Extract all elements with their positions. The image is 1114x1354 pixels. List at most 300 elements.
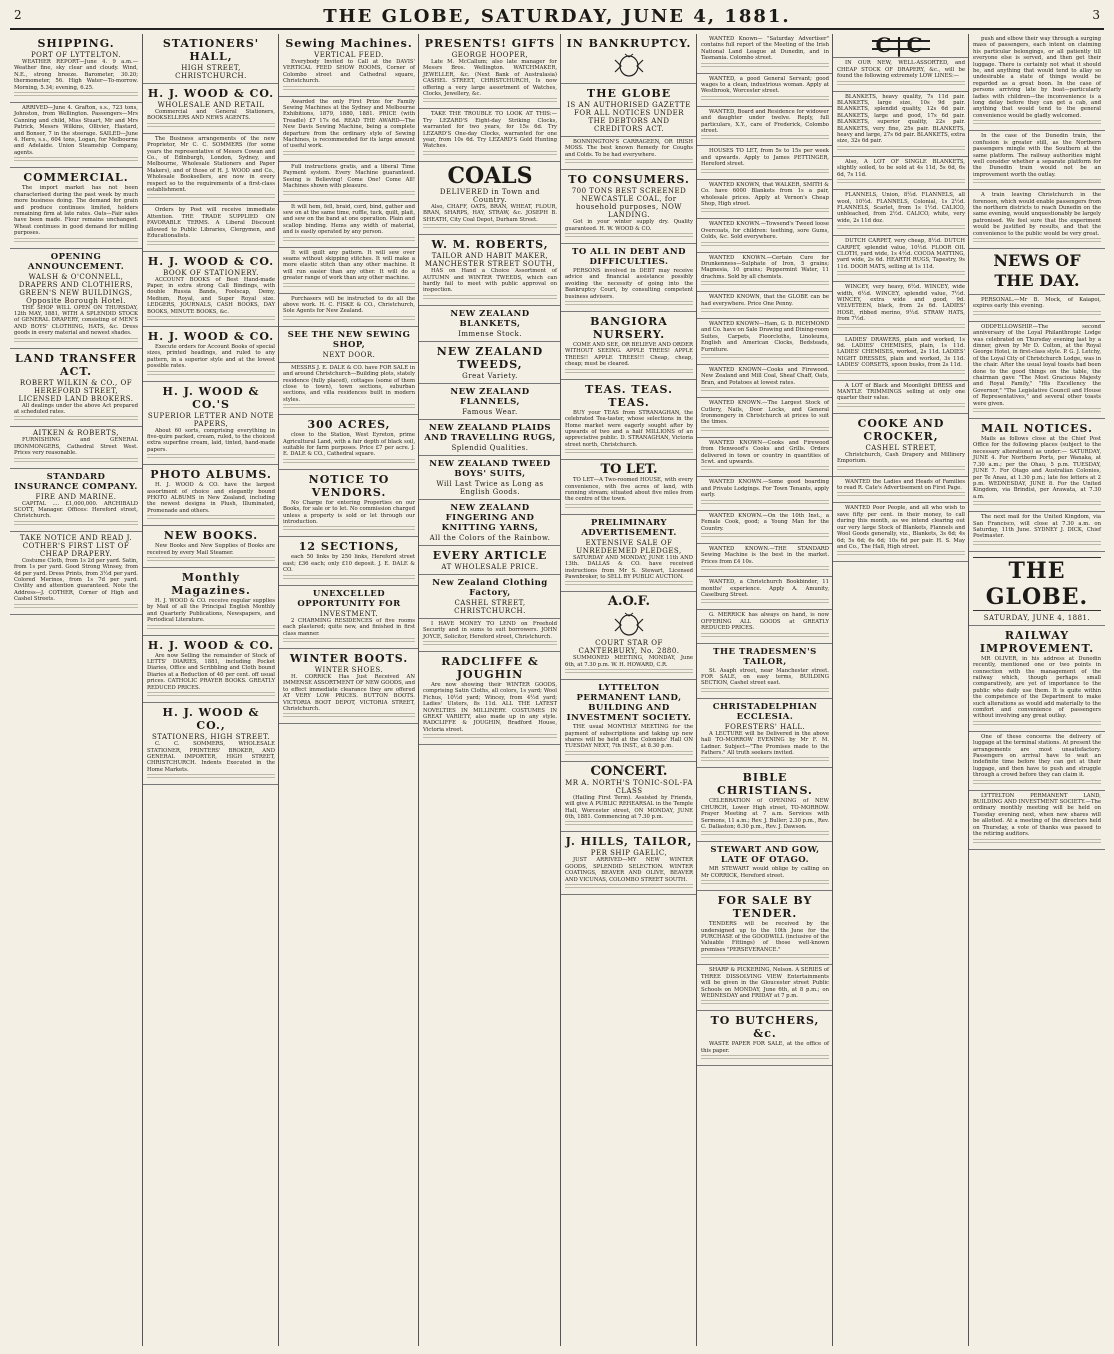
column-3-item-1 [279,34,419,97]
column-6-item-4 [697,146,833,179]
column-4-item-9 [419,456,561,500]
ad-heading: THE TRADESMEN'S TAILOR, [713,646,817,667]
ad-heading: STANDARD INSURANCE COMPANY. [14,471,138,492]
ad-body-text: TENDERS will be received by the undersigned up to the 10th June for the PURCHASE of the GOODWILL (inclusive of the Valuable Fittings) of those well-known premises "PERSEVERANCE." [701,921,829,953]
column-2-item-3 [143,134,279,206]
text-lines-decoration [14,92,138,98]
column-6-item-17 [697,610,833,643]
ad-body-text: Everybody Invited to Call at the DAVIS' VERTICAL FEED SHOW ROOMS, Corner of Colombo street and Cathedral square, Christchurch. [283,59,415,85]
text-lines-decoration [565,233,693,239]
ad-body-text: H. CORRICK Has Just Received AN IMMENSE ASSORTMENT OF NEW GOODS, and to effect immediate clearance they are offered AT VERY LOW PRICES. BUTTON BOOTS. VICTORIA BOOT DEPOT, VICTORIA STREET, Christchurch. [283,673,415,712]
ad-subheading: INVESTMENT. [319,609,379,618]
column-4 [418,34,561,1346]
page-number-right: 3 [1092,8,1100,22]
ad-body-text: No Charge for entering Properties on our Books, for sale or to let. No commission charged unless a property is sold or let through our introduction. [283,499,415,526]
column-5-item-9 [561,515,697,593]
column-6-item-11 [697,398,833,438]
column-2-item-11 [143,636,279,703]
column-6-item-6 [697,219,833,252]
ad-heading: NEW ZEALAND FINGERING AND KNITTING YARNS, [441,502,539,533]
text-lines-decoration [701,757,829,763]
column-6-item-20 [697,768,833,842]
column-3-item-11 [279,537,419,585]
ad-subheading: HIGH STREET, CHRISTCHURCH. [175,64,247,80]
column-5-item-7 [561,380,697,460]
column-4-item-6 [419,342,561,384]
text-lines-decoration [283,283,415,289]
column-2-item-2 [143,84,279,134]
column-6-item-1 [697,34,833,74]
ad-heading: New Zealand Clothing Factory, [432,577,548,598]
column-1-item-7 [10,469,142,532]
ad-body-text: SHARP & PICKERING, Nelson. A SERIES of THREE DISSOLVING VIEW Entertainments will be given in the Gloucester street Public Schools on MONDAY, June 6th, at 8 p.m.; on WEDNESDAY and FRIDAY at 7 p.m. [701,967,829,999]
ad-body-text: push and elbow their way through a surging mass of passengers, each intent on claiming his particular belongings, or all patiently till everyone else is served, and then get their luggage. There is certainly not what it should be, and anything that would tend to allay so undesirable a state of things would be regarded as a great boon. In the case of persons arriving late by boat—particularly ladies with children—the inconvenience is a long delay before they can get a cab, and anything that would tend to the general convenience would be gladly welcomed. [973,36,1101,119]
column-8-item-7 [969,419,1105,512]
column-2-item-5 [143,252,279,327]
ad-subheading: BOOK OF STATIONERY. [163,268,259,277]
ad-heading: RAILWAY IMPROVEMENT. [979,628,1095,655]
text-lines-decoration [423,224,557,230]
column-1 [10,34,142,1346]
ad-body-text: C. C. SOMMERS, WHOLESALE STATIONER, PRINTERS' BROKER, AND GENERAL IMPORTER, HIGH STREET, CHRISTCHURCH. Indents Executed in the Home Markets. [147,741,275,773]
column-5-item-13 [561,832,697,895]
text-lines-decoration [701,354,829,360]
ad-body-text: MR OLIVER, in his address at Dunedin recently, mentioned one or two points in connection with the management of the railway which, though perhaps small comparatively, are yet of importance to the public who daily use them. It is quite within the competence of the Department to make such alterations as would add materially to the comfort and convenience of passengers without involving any great outlay. [973,655,1101,720]
column-2-item-12 [143,703,279,785]
text-lines-decoration [837,81,965,87]
cc-mark: C|C [872,40,929,50]
column-6-item-7 [697,253,833,293]
column-5-item-6 [561,312,697,380]
text-lines-decoration [565,821,693,827]
text-lines-decoration [701,566,829,572]
text-lines-decoration [147,454,275,460]
ad-subheading: Famous Wear. [462,407,518,416]
column-5-item-12 [561,762,697,833]
ad-body-text: CAPITAL .... £1,000,000. ARCHIBALD SCOTT, Manager. Offices: Hereford street, Christchurch. [14,500,138,520]
ad-subheading: WINTER SHOES. [314,665,384,674]
ad-heading: NEW ZEALAND PLAIDS AND TRAVELLING RUGS, [424,422,556,443]
column-6-item-24 [697,1011,833,1066]
ad-subheading: NEXT DOOR. [322,350,376,359]
ad-heading: CHRISTADELPHIAN ECCLESIA. [712,701,818,722]
ad-body-text: Full instructions gratis, and a liberal Time Payment system. Every Machine guaranteed. Seeing is Believing! Come One! Come All! Machines shown with pleasure. [283,163,415,190]
column-4-item-13 [419,619,561,652]
column-4-item-2 [419,109,561,161]
ad-body-text: Are now showing their WINTER GOODS, comprising Satin Cloths, all colors, 1s yard; Wool Fichus, 10½d yard; Wincey, from 4½d yard; Ladies' Ulsters, 8s 11d. ALL THE LATEST NOVELTIES IN MILLINERY. COSTUMES IN GREAT VARIETY, also made up in any style. RADCLIFFE & JOUGHIN, Bradford House, Victoria street. [423,681,557,733]
ad-body-text: LYTTELTON PERMANENT LAND, BUILDING AND INVESTMENT SOCIETY.—The ordinary monthly meeting will be held on Tuesday evening next, when new shares will be allotted. At a meeting of the directors held on Thursday, a vote of thanks was passed to the retiring auditors. [973,792,1101,838]
text-lines-decoration [701,63,829,69]
text-lines-decoration [14,521,138,527]
ad-body-text: Christchurch, Cash Drapery and Millinery Emporium. [837,451,965,465]
column-3-item-7 [279,327,419,363]
ad-body-text: Purchasers will be instructed to do all the above work. H. C. FISKE & CO., Christchurch, Sole Agents for New Zealand. [283,295,415,315]
ad-body-text: close to the Station, West Eyreton, prime Agricultural Land, with a fair depth of black soil, suitable for farm purposes. Price £7 per acre. J. E. DALE & CO., Cathedral square. [283,432,415,458]
text-lines-decoration [701,208,829,214]
ad-subheading: Immense Stock. [458,329,522,338]
column-4-item-11 [419,546,561,575]
ad-body-text: ARRIVED—June 4. Grafton, s.s., 723 tons, Johnston, from Wellington. Passengers—Mrs Canning and child, Miss Stuart, Mr and Mrs Patrick, Messrs Wilkins, Ollivier, Hastard, and Bonser, 7 in the steerage. SAILED—June 4. Hero, s.s., 604 tons, Logan, for Melbourne and Adelaide. Union Steamship Company, agents. [14,105,138,156]
ad-heading: OPENING ANNOUNCEMENT. [27,251,125,272]
ad-body-text: Also, CHAFF, OATS, BRAN, WHEAT, FLOUR, BRAN, SHARPS, HAY, STRAW, &c. JOSEPH B. SHEATH, City Coal Depot, Durham Street. [423,203,557,223]
text-lines-decoration [973,311,1101,317]
text-lines-decoration [423,98,557,104]
ad-subheading: EXTENSIVE SALE OF UNREDEEMED PLEDGES, [576,538,682,555]
column-4-item-3 [419,162,561,235]
ad-body-text: IN OUR NEW, WELL-ASSORTED, and CHEAP STOCK OF DRAPERY, &c., will be found the following extremely LOW LINES:— [837,60,965,80]
text-lines-decoration [701,533,829,539]
column-5-item-11 [561,680,697,762]
column-6 [696,34,833,1346]
ad-body-text: MR STEWART would oblige by calling on Mr CORRICK, Hereford street. [701,866,829,879]
ad-heading: PHOTO ALBUMS. [150,468,272,482]
text-lines-decoration [701,500,829,506]
ad-body-text: LADIES' DRAWERS, plain and worked, 1s 9d. LADIES' CHEMISES, plain, 1s 11d. LADIES' CHEMISES, worked, 2s 11d. LADIES' NIGHT DRESSES, plain and worked, 3s 11d. LADIES' CORSETS, spoon busks, from 2s 11d. [837,336,965,369]
column-4-item-8 [419,420,561,456]
ad-body-text: H. J. WOOD & CO. receive regular supplies by Mail of all the Principal English Monthly and Quarterly Publications, Newspapers, and Periodical Literature. [147,598,275,624]
column-5 [560,34,697,1346]
ad-heading: 12 SECTIONS, [298,540,400,554]
ad-body-text: HAS on Hand a Choice Assortment of AUTUMN and WINTER TWEEDS, which can hardly fail to meet with public approval on inspection. [423,268,557,294]
ad-heading: H. J. WOOD & CO. [147,638,275,652]
ad-heading: 300 ACRES, [307,418,391,432]
column-7-item-7 [833,282,969,334]
ad-heading: A.O.F. [607,594,651,610]
text-lines-decoration [837,271,965,277]
column-7-item-3 [833,92,969,157]
ad-heading: H. J. WOOD & CO., [162,706,260,733]
ad-body-text: A LECTURE will be Delivered in the above hall TO-MORROW EVENING by Mr F. M. Ladner. Subject—"The Promises made to the Fathers." All truth seekers invited. [701,730,829,756]
column-4-item-14 [419,652,561,745]
text-lines-decoration [283,526,415,532]
text-lines-decoration [701,880,829,886]
cc-trademark [837,34,965,57]
text-lines-decoration [837,324,965,330]
text-lines-decoration [973,408,1101,414]
text-lines-decoration [565,669,693,675]
column-3-item-5 [279,248,419,294]
text-lines-decoration [565,449,693,455]
ad-heading: NOTICE TO VENDORS. [308,472,390,499]
ad-body-text: HOUSES TO LET, from 5s to 15s per week and upwards. Apply to James PETTINGER, Hereford street. [701,148,829,168]
column-4-item-5 [419,306,561,342]
column-7-item-11 [833,477,969,504]
ad-heading: TO LET. [600,462,658,478]
ad-body-text: WANTED KNOWN.—Certain Cure for Drunkenness—Sulphate of Iron, 5 grains; Magnesia, 10 grains; Peppermint Water, 11 drachms. Sold by all chemists. [701,254,829,280]
ad-body-text: WANTED KNOWN.—On the 10th Inst., a Female Cook, good; a Young Man for the Country. [701,512,829,532]
text-lines-decoration [565,581,693,587]
text-lines-decoration [701,169,829,175]
ad-body-text: BUY your TEAS from STRANAGHAN, the celebrated Tea-taster, whose selections in the Home market were eagerly sought after by upwards of two and a half MILLIONS of an appreciative public. D. STRANAGHAN, Victoria street north, Christchurch. [565,409,693,448]
ad-heading: NEW ZEALAND FLANNELS, [450,386,530,407]
column-7 [832,34,969,1346]
column-2-item-6 [143,327,279,382]
column-4-item-12 [419,575,561,619]
column-6-item-10 [697,365,833,398]
column-1-item-1 [10,34,142,103]
column-8-item-4 [969,249,1105,295]
ad-subheading: TAKE NOTICE AND READ J. COTHER'S FIRST LIST OF CHEAP DRAPERY. [19,533,133,558]
column-6-item-15 [697,544,833,577]
ad-heading: NEW ZEALAND TWEEDS, [436,344,544,371]
text-lines-decoration [701,427,829,433]
text-lines-decoration [14,416,138,422]
text-lines-decoration [701,633,829,639]
text-lines-decoration [837,403,965,409]
text-lines-decoration [283,713,415,719]
ad-heading: NEW ZEALAND BLANKETS, [450,308,530,329]
page-number-left: 2 [14,8,22,22]
masthead [10,6,1104,30]
text-lines-decoration [973,179,1101,185]
text-lines-decoration [701,1055,829,1061]
ad-body-text: Commercial and General Stationers, BOOKSELLERS AND NEWS AGENTS. [147,109,275,122]
column-4-item-10 [419,500,561,546]
ad-heading: SEE THE NEW SEWING SHOP, [287,329,411,350]
column-7-item-2 [833,58,969,91]
ad-body-text: BLANKETS, heavy quality, 7s 11d pair. BLANKETS, large size, 10s 9d pair. BLANKETS, splendid quality, 12s 6d pair. BLANKETS, large and good, 17s 6d pair. BLANKETS, superior quality, 22s pair. BLANKETS, very fine, 25s pair. BLANKETS, heavy and large, 27s 6d pair. BLANKETS, extra size, 32s 6d pair. [837,93,965,145]
column-7-item-1 [833,34,969,58]
text-lines-decoration [837,551,965,557]
ad-body-text: WANTED KNOWN—Cooks and Firewood. New Zealand and Mill Coal, Sheaf Chaff, Oats, Bran, and Potatoes at lowest rates. [701,367,829,386]
text-lines-decoration [701,1000,829,1006]
text-lines-decoration [565,884,693,890]
column-1-item-3 [10,168,142,248]
text-lines-decoration [565,159,693,165]
ad-heading: STATIONERS' HALL, [162,37,260,63]
ad-body-text: New Books and New Supplies of Books are received by every Mail Steamer. [147,543,275,556]
ad-heading: COMMERCIAL. [23,171,129,185]
text-lines-decoration [147,515,275,521]
text-lines-decoration [701,96,829,102]
column-2-item-4 [143,205,279,251]
column-3-item-9 [279,415,419,470]
ad-heading: RADCLIFFE & JOUGHIN [441,654,539,681]
column-6-item-9 [697,319,833,365]
ad-body-text: TAKE THE TROUBLE TO LOOK AT THIS:— Try LEZARD'S Eight-day Striking Clocks, warranted for two years, for 15s 6d. Try LEZARD'S One-day Clocks, warranted for one year, from 10s 6d. Try LEZARD'S Gold Hunting Watches. [423,111,557,150]
ad-body-text: In the case of the Dunedin train, the confusion is greater still, as the Northern passengers mingle with the Southern at the same platform. The railway authorities might well consider whether a separate platform for the Dunedin train would not be an improvement worth the outlay. [973,133,1101,178]
column-5-item-8 [561,460,697,515]
ad-body-text: WANTED KNOWN—Cooks and Firewood from Henwood's Cooks and Grills. Orders delivered in town or country in quantities of 5cwt. and upwards. [701,439,829,466]
text-lines-decoration [701,466,829,472]
ad-body-text: It will hem, fell, braid, cord, bind, gather and sew on at the same time, ruffle, tuck, quilt, plait, and sew on the band at one operation. Plain and scallop binding. Hems any width of material, and is easily operated by any person. [283,203,415,236]
column-2 [142,34,279,1346]
ad-heading: H. J. WOOD & CO.'S [162,384,260,411]
column-4-item-7 [419,384,561,420]
column-1-item-2 [10,103,142,168]
text-lines-decoration [701,308,829,314]
ad-body-text: WANTED the Ladies and Heads of Families to read R. Cate's Advertisement on First Page. [837,478,965,492]
ad-body-text: PERSONAL.—Mr B. Mock, of Kaiapoi, expires early this evening. [973,296,1101,310]
ad-body-text: WANTED Known— "Saturday Advertiser" contains full report of the Meeting of the Irish National Land League at Dunedin, and in Tasmania. Colombo street. [701,36,829,62]
text-lines-decoration [973,238,1101,244]
column-3-item-8 [279,363,419,415]
ad-heading: TO ALL IN DEBT AND DIFFICULTIES. [572,247,686,268]
text-lines-decoration [837,179,965,185]
paper-title: THE GLOBE, SATURDAY, JUNE 4, 1881. [323,6,791,27]
column-6-item-3 [697,107,833,147]
ad-body-text: H. J. WOOD & CO. have the largest assortment of choice and elegantly bound PHOTO ALBUMS in New Zealand, including the newest designs in Plush, Illuminated, Promenade and others. [147,482,275,514]
ad-heading: NEWS OF THE DAY. [993,250,1081,290]
column-5-item-4 [561,170,697,244]
column-1-item-8 [10,532,142,615]
text-lines-decoration [147,557,275,563]
ad-body-text: MESSRS J. E. DALE & CO. have FOR SALE in and around Christchurch—Building plots, stately residence (fully placed), cottages (some of them close to town), town sections, suburban sections, and villa residences built in modern styles. [283,364,415,403]
ad-body-text: WANTED, Board and Residence for widower and daughter under twelve. Reply, full particulars, X.Y., care of Frederick, Colombo street. [701,108,829,135]
column-1-item-4 [10,249,142,349]
text-lines-decoration [147,625,275,631]
text-lines-decoration [973,780,1101,786]
ad-subheading: TAILOR AND HABIT MAKER, MANCHESTER STREET SOUTH, [424,252,556,269]
text-lines-decoration [701,242,829,248]
ad-subheading: SATURDAY, JUNE 4, 1881. [983,613,1091,622]
column-7-item-8 [833,335,969,381]
ad-heading: FOR SALE BY TENDER. [717,894,813,921]
ad-heading: NEW ZEALAND TWEED BOYS' SUITS, [429,458,551,479]
text-lines-decoration [973,721,1101,727]
ad-heading: IN BANKRUPTCY. [566,37,692,50]
ad-body-text: WANTED KNOWN.—THE STANDARD Sewing Machine is the best in the market. Prices from £4 10s. [701,545,829,565]
text-lines-decoration [973,501,1101,507]
ad-body-text: BONNINGTON'S CARRAGEEN, OR IRISH MOSS. The best known Remedy for Coughs and Colds. To be had everywhere. [565,139,693,158]
ad-body-text: PERSONS involved in DEBT may receive advice and financial assistance possibly avoiding the necessity of going into the Bankruptcy Court, by consulting competent business advisers. [565,268,693,300]
ad-heading: WINTER BOOTS. [289,651,409,665]
column-2-item-10 [143,568,279,636]
ad-body-text: The import market has not been characterised during the past week by much more business doing. The demand for grain and produce continues limited, holders remaining firm at late rates. Oats—Fair sales have been made. Flour remains unchanged. Wheat continues in good demand for milling purposes. [14,185,138,237]
ad-heading: LYTTELTON PERMANENT LAND, BUILDING AND INVESTMENT SOCIETY. [566,683,692,724]
text-lines-decoration [837,370,965,376]
ad-body-text: A LOT of Black and Moonlight DRESS and MANTLE TRIMMINGS selling at only one quarter their value. [837,382,965,402]
ad-heading: H. J. WOOD & CO. [147,87,275,100]
ad-heading: COOKE AND CROCKER, [857,416,945,443]
text-lines-decoration [147,241,275,247]
text-lines-decoration [14,604,138,610]
column-1-item-6 [10,427,142,468]
column-7-item-5 [833,190,969,236]
ad-heading: H. J. WOOD & CO. [147,254,275,268]
column-3-item-4 [279,202,419,248]
ad-body-text: WANTED KNOWN—Ham, G. D. RICHMOND and Co. have on Sale Drawing and Dining-room Suites, Carpets, Floorcloths, Linoleums, English and American Clocks, Bedsteads, Furniture. [701,320,829,353]
ad-heading: W. M. ROBERTS, [431,238,549,252]
ad-heading: MAIL NOTICES. [981,422,1093,436]
ad-subheading: SUPERIOR LETTER AND NOTE PAPERS, [147,411,275,428]
ad-subheading: STATIONERS, HIGH STREET. [151,733,271,742]
ad-heading: COALS [447,162,533,189]
column-8-item-10 [969,626,1105,732]
ad-body-text: ACCOUNT BOOKS of Best Hand-made Paper, in extra strong Call Bindings, with double Russia Bands, Foolscap, Demy, Medium, Royal, and Super Royal size. LEDGERS, JOURNALS, CASH BOOKS, DAY BOOKS, MINUTE BOOKS, &c. [147,276,275,315]
ad-heading: TEAS. TEAS. TEAS. [585,382,673,409]
text-lines-decoration [283,191,415,197]
ad-subheading: AITKEN & ROBERTS, [33,429,119,438]
text-lines-decoration [565,301,693,307]
column-2-item-9 [143,526,279,568]
ad-body-text: G. MERRICK has always on hand, is now OFFERING ALL GOODS at GREATLY REDUCED PRICES. [701,612,829,632]
ad-heading: SHIPPING. [37,37,115,50]
ad-body-text: Late M. McCallum; also late manager for Messrs Bros. Wellington. WATCHMAKER, JEWELLER, &c. (Next Bank of Australasia) CASHEL STREET, CHRISTCHURCH, Is now offering a very large assortment of Watches, Clocks, Jewellery, &c. [423,59,557,98]
ad-subheading: AT WHOLESALE PRICE. [441,562,539,571]
text-lines-decoration [423,295,557,301]
text-lines-decoration [423,641,557,647]
ad-subheading: WALSH & O'CONNELL, DRAPERS AND CLOTHIERS, GREEN'S NEW BUILDINGS, Opposite Borough Hotel. [18,272,134,305]
ad-body-text: St. Asaph street, near Manchester street. FOR SALE, on easy terms, BUILDING SECTION, Cashel street east. [701,667,829,687]
ad-body-text: Got in your winter supply dry. Quality guaranteed. H. W. WOOD & CO. [565,219,693,232]
ad-subheading: VERTICAL FEED. [314,51,384,59]
column-4-item-1 [419,34,561,109]
ad-heading: H. J. WOOD & CO. [147,329,275,343]
text-lines-decoration [147,194,275,200]
ad-subheading: PER SHIP GAELIC, [590,849,668,858]
column-6-item-14 [697,511,833,544]
ad-heading: THE GLOBE. [973,557,1101,611]
text-lines-decoration [565,369,693,375]
text-lines-decoration [701,688,829,694]
ad-body-text: Are now Selling the remainder of Stock of LETTS' DIARIES, 1881, including Pocket Diaries, Office and Scribbling and Cloth bound Diaries at a Reduction of 40 per cent. off usual prices. CATHOLIC PRAYER BOOKS. GREATLY REDUCED PRICES. [147,652,275,691]
column-8-item-5 [969,295,1105,322]
column-6-item-2 [697,74,833,107]
ad-heading: EVERY ARTICLE [432,548,548,562]
column-8-item-1 [969,34,1105,131]
ad-body-text: WANTED KNOWN, that WALKER, SMITH & Co. have 6000 Blankets from 1s a pair, wholesale prices. Apply at Vernon's Cheap Shop, High street. [701,181,829,207]
ad-subheading: Will Last Twice as Long as English Goods. [436,479,544,496]
ad-body-text: Also, A LOT OF SINGLE BLANKETS, slightly soiled, to be sold at 4s 11d, 5s 6d, 6s 6d, 7s 11d. [837,158,965,178]
ad-body-text: It will quilt any pattern. It will sew over seams without skipping stitches. It will make a more elastic stitch than any other machine. It will run easier than any other. It will do a greater range of work than any other machine. [283,249,415,282]
ad-subheading: GEORGE HOOPER, [451,51,529,59]
ad-heading: Sewing Machines. [285,37,413,50]
ad-body-text: THE usual MONTHLY MEETING for the payment of subscriptions and taking up new shares will be held at the Colonists' Hall ON TUESDAY NEXT, 7th INST., at 8.30 p.m. [565,724,693,750]
ad-body-text: WASTE PAPER FOR SALE, at the office of this paper. [701,1041,829,1054]
ad-body-text: One of these concerns the delivery of luggage at the terminal stations. At present the arrangements are most unsatisfactory. Passengers on arrival have to wait an indefinite time before they can get at their luggage, and then have to push and struggle through a crowd before they can claim it. [973,733,1101,779]
ad-body-text: THE SHOP WILL OPEN ON THURSDAY, 12th MAY, 1881, WITH A SPLENDID STOCK of GENERAL DRAPERY, consisting of MEN'S AND BOYS' CLOTHING, HATS, &c. Dress goods in every material and newest shades. [14,304,138,337]
ad-body-text: The Business arrangements of the new Proprietor, Mr C. C. SOMMERS (for some years the representative of Messrs Cowan and Co., of Edinburgh, London, Sydney, and Melbourne, Wholesale Stationers and Paper Makers), and of those of H. J. WOOD and Co., Wholesale Booksellers, are now in every respect so to the requirements of a first-class establishment. [147,135,275,194]
text-lines-decoration [423,734,557,740]
column-6-item-5 [697,180,833,220]
column-8-item-9 [969,552,1105,626]
text-lines-decoration [283,459,415,465]
ad-body-text: SUMMONED MEETING, MONDAY, June 6th, at 7.30 p.m. W. H. HOWARD, C.R. [565,655,693,668]
ad-body-text: SATURDAY AND MONDAY, JUNE 11th AND 13th. DALLAS & CO. have received instructions from Mr S. Stewart, Licensed Pawnbroker, to SELL BY PUBLIC AUCTION. [565,554,693,580]
ad-heading: THE GLOBE [586,87,672,100]
ad-body-text: Awarded the only First Prize for Family Sewing Machines at the Sydney and Melbourne Exhibitions, 1879, 1880, 1881. PRICE (with Treadle) £7 17s 6d. READ THE AWARD—The New Davis Sewing Machine, being a complete departure from the ordinary style of Sewing Machines, is recommended for its large amount of useful work. [283,98,415,150]
ad-heading: NEW BOOKS. [163,529,259,543]
ad-subheading: FORESTERS' HALL. [724,722,806,731]
ad-subheading: COURT STAR OF CANTERBURY, No. 2880. [578,639,680,656]
column-5-item-2 [561,84,697,137]
text-lines-decoration [837,225,965,231]
column-7-item-9 [833,381,969,414]
ad-heading: PRESENTS! GIFTS [424,37,556,50]
ad-subheading: 700 TONS BEST SCREENED NEWCASTLE COAL, for household purposes, NOW LANDING. [571,187,687,220]
text-lines-decoration [701,387,829,393]
royal-crest-icon [565,52,693,78]
ad-heading: BIBLE CHRISTIANS. [717,771,813,798]
column-7-item-12 [833,503,969,562]
ad-subheading: PORT OF LYTTELTON. [30,51,122,59]
text-lines-decoration [147,316,275,322]
ad-body-text: CELEBRATION of OPENING of NEW CHURCH, Lower High street, TO-MORROW. Prayer Meeting at 7 a.m. Services with Sermons, 11 a.m.; Rev. J. Buller; 2.30 p.m., Rev. C. Dallaston; 6.30 p.m., Rev. J. Dawson. [701,798,830,831]
ad-subheading: FIRE AND MARINE. [35,492,117,501]
column-8-item-6 [969,322,1105,419]
ad-body-text: FLANNELS, Union, 8½d. FLANNELS, all wool, 10½d. FLANNELS, Colonial, 1s 2½d. FLANNELS, Scarlet, from 1s 1½d. CALICO, unbleached, from 2½d. CALICO, white, very wide, 2s 11d doz. [837,192,965,224]
ad-subheading: DELIVERED in Town and Country. [439,187,541,204]
ad-subheading: IS AN AUTHORISED GAZETTE FOR ALL NOTICES UNDER THE DEBTORS AND CREDITORS ACT. [567,101,691,133]
ad-body-text: ODDFELLOWSHIP.—The second anniversary of the Loyal Philanthropic Lodge was celebrated on Thursday evening last by a dinner, given by Mr D. Colton, at the Royal George Hotel, in first-class style. P. G. J. Letchy, of the Loyal City of Christchurch Lodge, was in the chair. After the usual loyal toasts had been done to the good things on the table, the chairman gave "The Most Gracious Majesty and Royal Family," "His Excellency the Governor," "The Legislative Council and House of Representatives," and several other toasts were given. [973,323,1101,407]
column-6-item-21 [697,842,833,891]
ad-heading: BANGIORA NURSERY. [590,315,668,342]
ad-body-text: Orders by Post will receive immediate Attention. THE TRADE SUPPLIED ON FAVORABLE TERMS. A Liberal Discount allowed to Public Libraries, Clergymen, and Educationalists. [147,207,275,240]
text-lines-decoration [837,466,965,472]
ad-subheading: All the Colors of the Rainbow. [429,533,551,542]
ad-subheading: Splendid Qualities. [451,443,529,452]
